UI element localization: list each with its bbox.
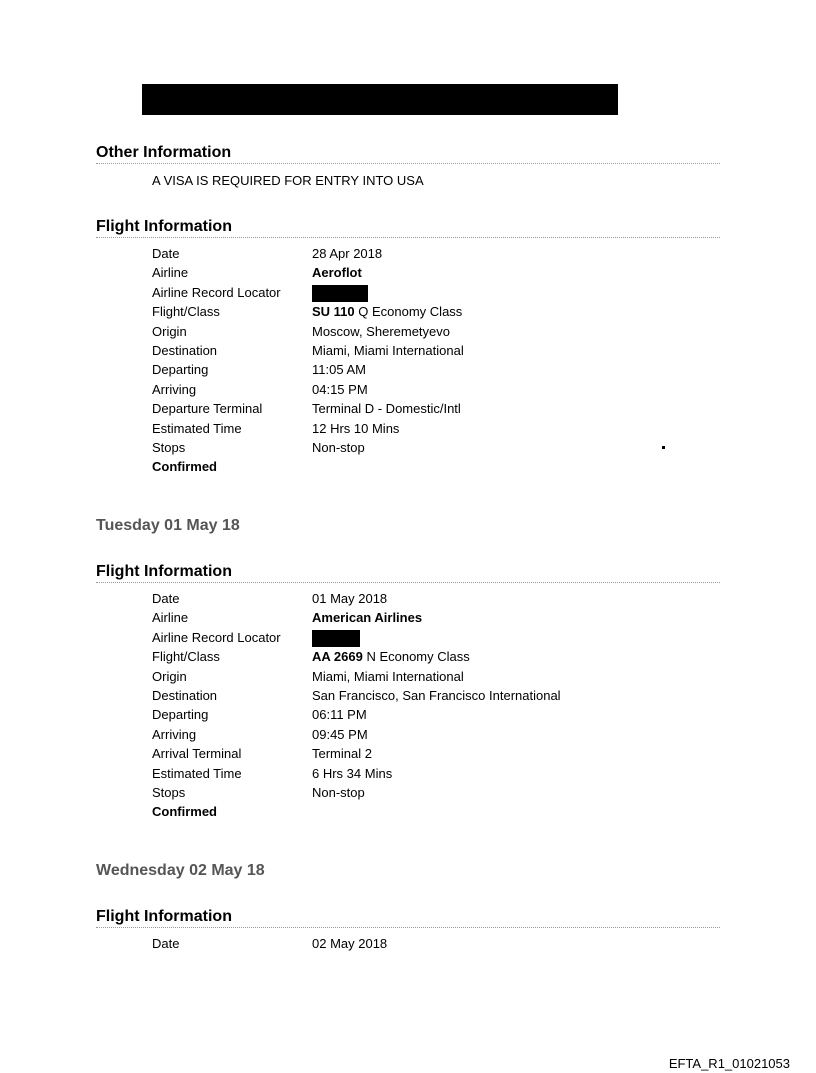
day-heading-2: Tuesday 01 May 18 [96,517,240,534]
terminal-value: Terminal D - Domestic/Intl [312,401,461,417]
fare-class: N Economy Class [362,649,470,665]
stops-row [152,785,712,804]
record-locator-value [312,630,712,649]
arriving-value: 04:15 PM [312,381,368,397]
airline-value: Aeroflot [312,265,362,281]
departing-value: 06:11 PM [312,707,367,723]
date-value: 02 May 2018 [312,936,388,951]
status-row [152,804,712,823]
status-badge: Confirmed [152,804,217,820]
terminal-label: Arrival Terminal [152,746,242,762]
date-row [152,936,712,955]
airline-label: Airline [152,265,189,281]
departing-row [152,707,712,726]
stray-mark [662,446,665,449]
flight-details-3 [152,936,712,955]
destination-label: Destination [152,687,218,703]
destination-row [152,688,712,707]
stops-value: Non-stop [312,784,365,800]
date-label: Date [152,936,180,951]
destination-value: San Francisco, San Francisco International [312,687,561,703]
date-value: 01 May 2018 [312,591,388,606]
redaction-block [312,630,360,647]
destination-row [152,343,712,362]
estimated-time-label: Estimated Time [152,765,242,781]
arriving-row [152,727,712,746]
status-row [152,459,712,478]
record-locator-row [152,285,712,304]
redaction-bar [142,84,618,115]
stops-label: Stops [152,784,186,800]
day-heading-3: Wednesday 02 May 18 [96,862,265,879]
flight-information-heading-1: Flight Information [96,218,720,238]
redaction-block [312,285,368,302]
flight-number: AA 2669 [312,649,363,665]
origin-label: Origin [152,323,187,339]
flight-class-value [312,649,712,668]
arriving-row [152,382,712,401]
stops-label: Stops [152,439,186,455]
terminal-row [152,746,712,765]
origin-label: Origin [152,668,187,684]
estimated-time-row [152,766,712,785]
other-information-heading: Other Information [96,144,720,164]
flight-class-row [152,304,712,323]
airline-row [152,265,712,284]
flight-class-row [152,649,712,668]
arriving-label: Arriving [152,381,197,397]
origin-value: Moscow, Sheremetyevo [312,323,451,339]
terminal-row [152,401,712,420]
flight-number: SU 110 [312,304,355,320]
date-row [152,591,712,610]
terminal-value: Terminal 2 [312,746,372,762]
airline-row [152,610,712,629]
document-id: EFTA_R1_01021053 [668,1056,790,1071]
flight-details-2 [152,591,712,824]
flight-information-heading-2: Flight Information [96,563,720,583]
estimated-time-row [152,421,712,440]
departing-row [152,362,712,381]
arriving-value: 09:45 PM [312,726,368,742]
origin-row [152,669,712,688]
fare-class: Q Economy Class [354,304,463,320]
estimated-time-value: 12 Hrs 10 Mins [312,420,400,436]
destination-value: Miami, Miami International [312,342,464,358]
airline-label: Airline [152,610,189,626]
date-row [152,246,712,265]
estimated-time-label: Estimated Time [152,420,242,436]
departing-value: 11:05 AM [312,362,366,378]
record-locator-label: Airline Record Locator [152,284,281,300]
estimated-time-value: 6 Hrs 34 Mins [312,765,393,781]
flight-information-heading-3: Flight Information [96,908,720,928]
visa-note: A VISA IS REQUIRED FOR ENTRY INTO USA [152,173,424,188]
terminal-label: Departure Terminal [152,401,263,417]
flight-class-label: Flight/Class [152,649,220,665]
record-locator-value [312,285,712,304]
origin-row [152,324,712,343]
origin-value: Miami, Miami International [312,668,464,684]
stops-value: Non-stop [312,439,365,455]
departing-label: Departing [152,707,209,723]
flight-class-label: Flight/Class [152,304,220,320]
flight-details-1 [152,246,712,479]
departing-label: Departing [152,362,209,378]
date-label: Date [152,591,180,606]
stops-row [152,440,712,459]
date-label: Date [152,246,180,261]
date-value: 28 Apr 2018 [312,246,383,261]
record-locator-row [152,630,712,649]
record-locator-label: Airline Record Locator [152,629,281,645]
destination-label: Destination [152,342,218,358]
status-badge: Confirmed [152,459,217,475]
airline-value: American Airlines [312,610,423,626]
flight-class-value [312,304,712,323]
arriving-label: Arriving [152,726,197,742]
